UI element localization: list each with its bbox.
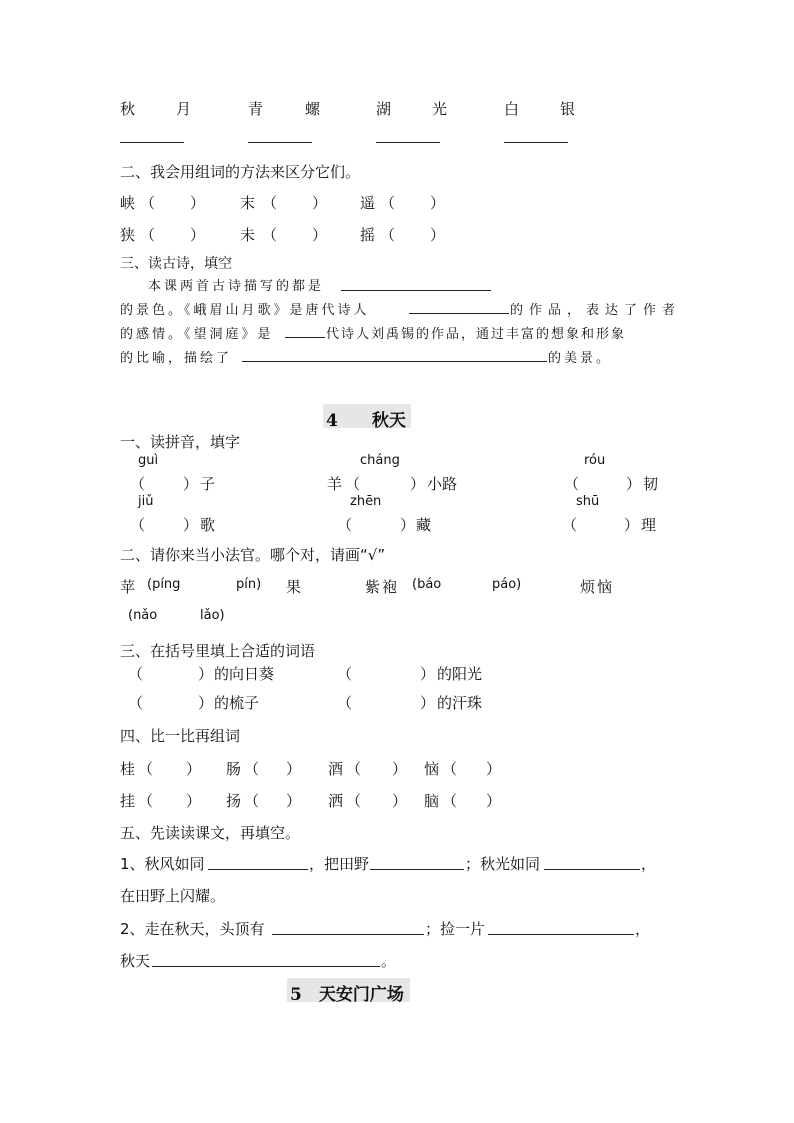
poem-line: 的作品，表达了作者 <box>510 303 682 318</box>
pinyin-option[interactable]: lǎo) <box>200 608 225 623</box>
char: 酒 <box>328 760 344 778</box>
blank[interactable] <box>370 869 464 870</box>
pinyin: guì <box>138 453 159 468</box>
pinyin: róu <box>584 453 606 468</box>
section-heading: 三、在括号里填上合适的词语 <box>120 642 316 660</box>
paren-right: ） <box>186 760 202 778</box>
paren-left: （ <box>262 226 278 244</box>
poem-line: 的美景。 <box>548 351 613 366</box>
char-xia2: 狭 <box>120 226 136 244</box>
pinyin-option[interactable]: páo) <box>492 577 522 592</box>
char-wei: 未 <box>240 226 256 244</box>
paren-right: ） <box>312 194 328 212</box>
paren-left: （ <box>562 516 578 534</box>
answer-char: 理 <box>641 516 657 534</box>
paren-right: ） <box>420 665 436 683</box>
paren-left: （ <box>564 475 580 493</box>
paren-left: （ <box>442 792 458 810</box>
paren-left: （ <box>380 226 396 244</box>
paren-left: （ <box>130 516 146 534</box>
text: 在田野上闪耀。 <box>120 887 226 905</box>
pinyin: shū <box>576 494 600 509</box>
text: ， <box>641 855 657 873</box>
paren-right: ） <box>624 516 640 534</box>
poem-line: 代诗人刘禹锡的作品，通过丰富的想象和形象 <box>326 327 627 342</box>
paren-left: （ <box>244 792 260 810</box>
blank[interactable] <box>152 966 380 967</box>
blank[interactable] <box>120 142 184 143</box>
paren-left: （ <box>345 475 361 493</box>
paren-left: （ <box>128 665 144 683</box>
section-heading: 四、比一比再组词 <box>120 727 241 745</box>
poem-line: 本课两首古诗描写的都是 <box>148 279 325 294</box>
text: ，把田野 <box>309 855 370 873</box>
pinyin: zhēn <box>350 494 382 509</box>
phrase: 的向日葵 <box>214 665 275 683</box>
paren-right: ） <box>183 516 199 534</box>
paren-left: （ <box>140 226 156 244</box>
paren-right: ） <box>392 792 408 810</box>
char: 恼 <box>424 760 440 778</box>
blank[interactable] <box>409 313 509 314</box>
paren-right: ） <box>186 792 202 810</box>
text: 。 <box>381 952 397 970</box>
blank[interactable] <box>285 337 325 338</box>
paren-left: （ <box>138 792 154 810</box>
paren-left: （ <box>442 760 458 778</box>
blank[interactable] <box>272 934 424 935</box>
paren-right: ） <box>190 194 206 212</box>
blank[interactable] <box>208 869 308 870</box>
paren-right: ） <box>626 475 642 493</box>
paren-right: ） <box>430 226 446 244</box>
paren-left: （ <box>380 194 396 212</box>
pinyin-option[interactable]: pín) <box>236 577 262 592</box>
paren-right: ） <box>410 475 426 493</box>
paren-right: ） <box>286 760 302 778</box>
paren-right: ） <box>392 760 408 778</box>
word-bai: 白 <box>504 100 524 118</box>
paren-right: ） <box>400 516 416 534</box>
word-qiu: 秋 <box>120 100 140 118</box>
word: 烦恼 <box>580 578 615 596</box>
char-yao2: 摇 <box>360 226 376 244</box>
char: 挂 <box>120 792 136 810</box>
char-xia: 峡 <box>120 194 136 212</box>
paren-left: （ <box>337 665 353 683</box>
word-guang: 光 <box>432 100 452 118</box>
poem-line: 的比喻，描绘了 <box>120 351 233 366</box>
text: 2、走在秋天，头顶有 <box>120 920 265 938</box>
poem-line: 的景色。《峨眉山月歌》是唐代诗人 <box>120 303 370 318</box>
paren-right: ） <box>486 792 502 810</box>
char: 脑 <box>424 792 440 810</box>
paren-left: （ <box>346 760 362 778</box>
answer-char: 羊 <box>327 475 343 493</box>
char-yao: 遥 <box>360 194 376 212</box>
paren-right: ） <box>286 792 302 810</box>
char-mo: 末 <box>240 194 256 212</box>
pinyin: jiǔ <box>138 494 154 509</box>
section-heading: 二、请你来当小法官。哪个对，请画“√” <box>120 546 386 564</box>
word-hu: 湖 <box>376 100 396 118</box>
paren-right: ） <box>486 760 502 778</box>
lesson-title: 4 秋天 <box>326 411 406 431</box>
section-heading: 五、先读读课文，再填空。 <box>120 824 301 842</box>
word-qing: 青 <box>248 100 268 118</box>
paren-left: （ <box>128 694 144 712</box>
answer-char: 歌 <box>200 516 216 534</box>
text: ， <box>635 920 651 938</box>
answer-char: 韧 <box>643 475 659 493</box>
blank[interactable] <box>242 361 547 362</box>
blank[interactable] <box>504 142 568 143</box>
paren-left: （ <box>138 760 154 778</box>
blank[interactable] <box>488 934 634 935</box>
answer-char: 藏 <box>416 516 432 534</box>
paren-right: ） <box>198 694 214 712</box>
char: 洒 <box>328 792 344 810</box>
word-luo: 螺 <box>305 100 325 118</box>
text: 秋天 <box>120 952 151 970</box>
pinyin: cháng <box>360 453 400 468</box>
section-heading: 二、我会用组词的方法来区分它们。 <box>120 163 361 181</box>
text: ；秋光如同 <box>465 855 541 873</box>
pinyin-option[interactable]: (nǎo <box>128 608 158 623</box>
paren-left: （ <box>130 475 146 493</box>
blank[interactable] <box>248 142 312 143</box>
paren-left: （ <box>337 694 353 712</box>
phrase: 的汗珠 <box>437 694 483 712</box>
paren-left: （ <box>337 516 353 534</box>
phrase: 的阳光 <box>437 665 483 683</box>
section-heading: 三、读古诗，填空 <box>120 256 232 272</box>
lesson-title: 5 天安门广场 <box>290 985 404 1005</box>
paren-right: ） <box>420 694 436 712</box>
paren-right: ） <box>430 194 446 212</box>
section-heading: 一、读拼音，填字 <box>120 433 241 451</box>
paren-right: ） <box>198 665 214 683</box>
word-yue: 月 <box>176 100 196 118</box>
blank[interactable] <box>341 290 491 291</box>
answer-char: 小路 <box>427 475 458 493</box>
pinyin-option[interactable]: (píng <box>147 577 181 592</box>
answer-char: 子 <box>200 475 216 493</box>
word: 紫袍 <box>365 578 400 596</box>
poem-line: 的感情。《望洞庭》是 <box>120 327 274 342</box>
blank[interactable] <box>376 142 440 143</box>
paren-right: ） <box>312 226 328 244</box>
blank[interactable] <box>544 869 640 870</box>
paren-left: （ <box>140 194 156 212</box>
word-yin: 银 <box>560 100 580 118</box>
pinyin-option[interactable]: (báo <box>412 577 442 592</box>
paren-right: ） <box>190 226 206 244</box>
word: 果 <box>286 578 302 596</box>
char: 肠 <box>226 760 242 778</box>
paren-left: （ <box>346 792 362 810</box>
text: ；捡一片 <box>425 920 486 938</box>
text: 1、秋风如同 <box>120 855 205 873</box>
phrase: 的梳子 <box>214 694 260 712</box>
char: 扬 <box>226 792 242 810</box>
paren-left: （ <box>262 194 278 212</box>
word: 苹 <box>120 578 136 596</box>
char: 桂 <box>120 760 136 778</box>
paren-right: ） <box>183 475 199 493</box>
paren-left: （ <box>244 760 260 778</box>
